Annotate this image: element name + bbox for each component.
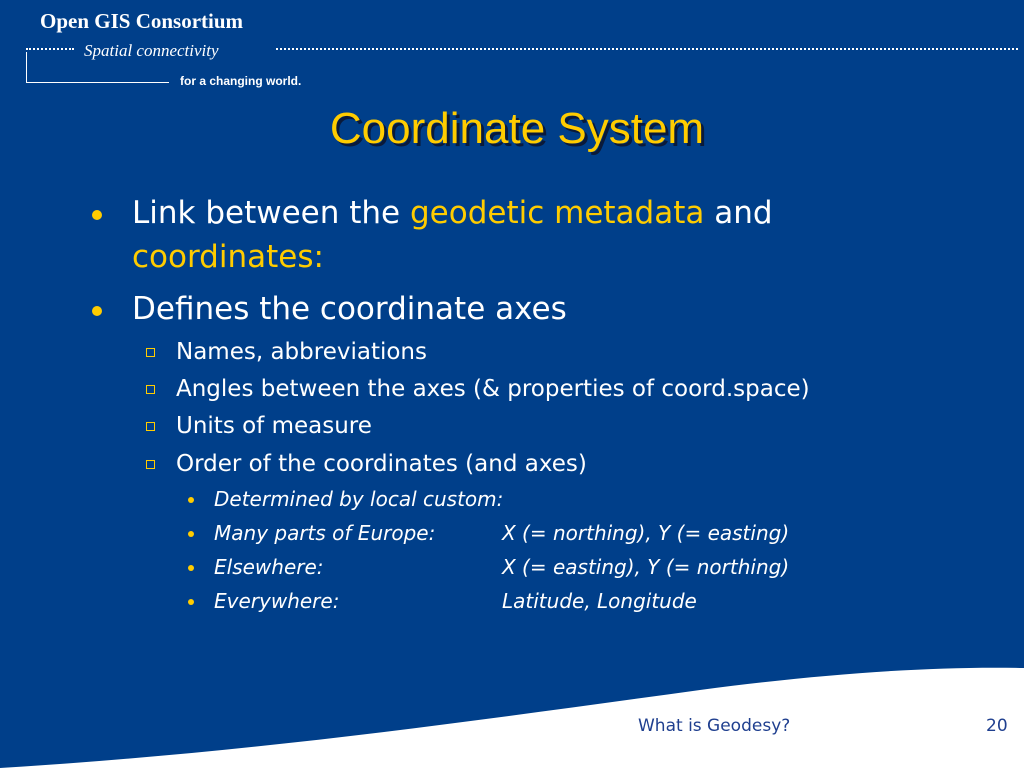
sub-item: Angles between the axes (& properties of coord.space) (176, 376, 810, 402)
footer-title: What is Geodesy? (638, 716, 791, 736)
square-bullet-icon (146, 348, 155, 357)
sub-sub-item-label: Everywhere: (214, 589, 340, 613)
slide-title: Coordinate System (329, 104, 705, 153)
sub-sub-item-value: X (= northing), Y (= easting) (502, 521, 790, 545)
organization-name: Open GIS Consortium (40, 9, 244, 33)
sub-sub-item-label: Determined by local custom: (214, 487, 504, 511)
logo-bracket (26, 52, 169, 83)
highlight-coordinates: coordinates: (132, 239, 324, 275)
bullet-text: Link between the (132, 195, 410, 231)
logo-tagline-secondary: for a changing world. (180, 74, 302, 88)
square-bullet-icon (146, 460, 155, 469)
page-number: 20 (986, 716, 1008, 736)
square-bullet-icon (146, 422, 155, 431)
sub-item: Order of the coordinates (and axes) (176, 451, 587, 477)
sub-sub-item-label: Many parts of Europe: (214, 521, 436, 545)
sub-sub-item-value: X (= easting), Y (= northing) (502, 555, 790, 579)
dot-bullet-icon (188, 599, 194, 605)
highlight-geodetic-metadata: geodetic metadata (409, 195, 705, 231)
footer-wave (0, 660, 1024, 768)
bullet-item-link (132, 192, 773, 234)
logo-dotted-line-left (26, 48, 74, 50)
square-bullet-icon (146, 385, 155, 394)
bullet-icon (92, 210, 102, 220)
bullet-item-axes: Defines the coordinate axes (132, 291, 567, 327)
dot-bullet-icon (188, 497, 194, 503)
bullet-icon (92, 306, 102, 316)
sub-sub-item-label: Elsewhere: (214, 555, 324, 579)
logo-dotted-line-right (276, 48, 1018, 50)
dot-bullet-icon (188, 565, 194, 571)
sub-item: Names, abbreviations (176, 339, 427, 365)
bullet-text: and (704, 195, 773, 231)
logo-tagline: Spatial connectivity (84, 41, 219, 60)
sub-item: Units of measure (176, 413, 372, 439)
dot-bullet-icon (188, 531, 194, 537)
sub-sub-item-value: Latitude, Longitude (502, 589, 697, 613)
